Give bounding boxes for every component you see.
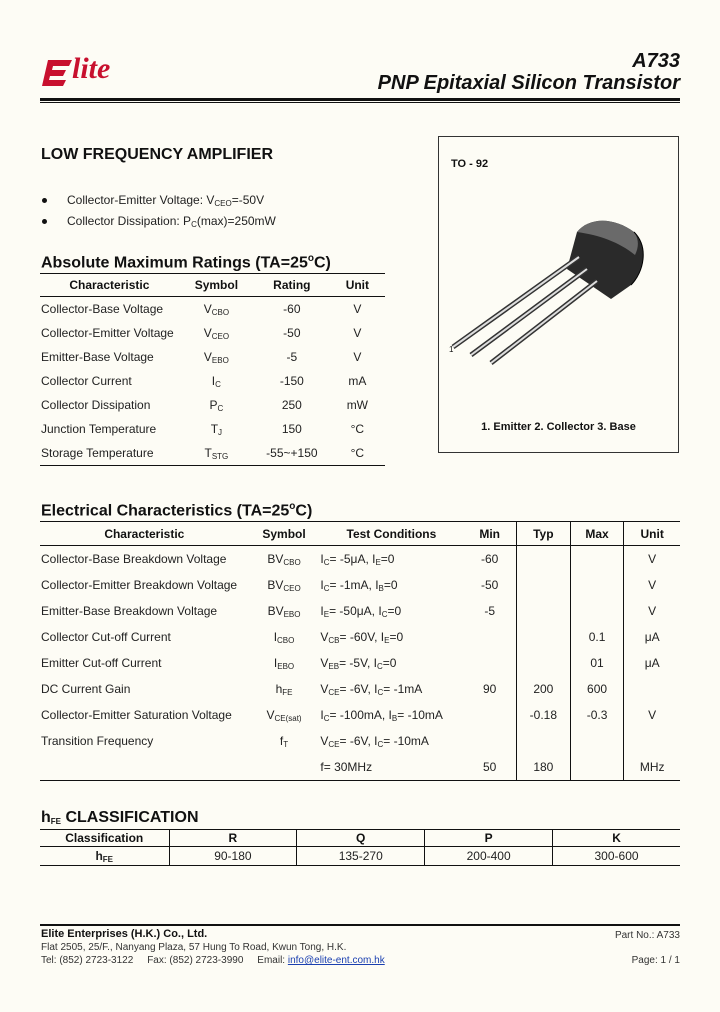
unit-cell: V xyxy=(353,302,362,316)
hfe-table xyxy=(40,829,680,866)
unit-cell: V xyxy=(624,702,680,728)
max-cell xyxy=(570,728,624,754)
column-header: Unit xyxy=(624,522,680,546)
symbol-cell: $V_{CEO}$ xyxy=(203,325,230,341)
footer-page: Page: 1 / 1 xyxy=(631,955,680,966)
electrical-title: Electrical Characteristics $(TA=25^oC)$ xyxy=(41,501,313,520)
electrical-table xyxy=(40,521,680,781)
header-divider-thin xyxy=(40,102,680,103)
column-header: Symbol xyxy=(249,522,320,546)
hfe-title: $h_{FE}$ CLASSIFICATION xyxy=(41,809,199,826)
elite-logo-mark-icon xyxy=(42,56,76,90)
unit-cell: °C xyxy=(350,422,365,436)
characteristic-cell: Storage Temperature xyxy=(40,441,179,466)
table-row xyxy=(40,702,680,728)
absolute-max-table xyxy=(40,273,385,466)
symbol-cell: $V_{EBO}$ xyxy=(203,349,229,365)
hfe-value: 135-270 xyxy=(297,847,425,866)
symbol-cell: $BV_{EBO}$ xyxy=(267,603,301,619)
unit-cell: mW xyxy=(346,398,369,412)
symbol-cell: $I_C$ xyxy=(211,373,221,389)
column-header: Unit xyxy=(330,274,385,297)
pin-marker: 1 xyxy=(449,345,454,354)
footer-company: Elite Enterprises (H.K.) Co., Ltd. xyxy=(41,928,208,940)
symbol-cell: $T_{STG}$ xyxy=(179,441,254,466)
characteristic-cell: Emitter-Base Breakdown Voltage xyxy=(41,604,218,618)
unit-cell: °C xyxy=(330,441,385,466)
footer-divider xyxy=(40,924,680,926)
condition-cell: $V_{EB}= -5V$, $I_C=0$ xyxy=(320,655,397,671)
condition-cell: $I_C= -5\mu A$, $I_E=0$ xyxy=(320,551,395,567)
column-header: R xyxy=(169,830,297,847)
package-diagram xyxy=(438,136,679,453)
table-row xyxy=(40,345,385,369)
condition-cell: f= 30MHz xyxy=(319,754,463,781)
max-cell: 600 xyxy=(570,676,624,702)
table-row xyxy=(40,321,385,345)
min-cell xyxy=(463,702,516,728)
footer-contact xyxy=(41,955,385,966)
unit-cell xyxy=(624,676,680,702)
characteristic-cell: Transition Frequency xyxy=(41,734,154,748)
table-row xyxy=(40,546,680,573)
characteristic-cell: Collector-Emitter Breakdown Voltage xyxy=(41,578,238,592)
column-header: Max xyxy=(570,522,624,546)
column-header: Symbol xyxy=(179,274,254,297)
table-row xyxy=(40,572,680,598)
symbol-cell: $I_{CBO}$ xyxy=(273,629,295,645)
characteristic-cell: Collector-Base Voltage xyxy=(41,302,164,316)
footer-email-label: Email: xyxy=(257,955,286,966)
table-row xyxy=(40,676,680,702)
characteristic-cell: Collector-Emitter Voltage xyxy=(41,326,174,340)
package-label: TO - 92 xyxy=(451,158,489,170)
condition-cell: $I_C= -1mA$, $I_B=0$ xyxy=(320,577,398,593)
unit-cell: V xyxy=(624,546,680,573)
unit-cell: MHz xyxy=(624,754,680,781)
table-row xyxy=(40,297,385,322)
email-link[interactable]: info@elite-ent.com.hk xyxy=(287,955,385,966)
typ-cell: 200 xyxy=(516,676,570,702)
footer-tel: Tel: (852) 2723-3122 xyxy=(41,955,134,966)
characteristic-cell: Collector-Emitter Saturation Voltage xyxy=(41,708,232,722)
symbol-cell: $h_{FE}$ xyxy=(275,681,293,697)
symbol-cell: $P_C$ xyxy=(209,397,224,413)
column-header: Characteristic xyxy=(40,274,179,297)
column-header: P xyxy=(425,830,553,847)
table-row xyxy=(40,369,385,393)
min-cell: 50 xyxy=(463,754,516,781)
condition-cell: $I_E= -50\mu A$, $I_C=0$ xyxy=(320,603,402,619)
symbol-cell xyxy=(249,754,320,781)
min-cell: -60 xyxy=(481,552,499,566)
header-divider xyxy=(40,98,680,101)
characteristic-cell: DC Current Gain xyxy=(41,682,131,696)
column-header: Classification xyxy=(40,830,169,847)
max-cell xyxy=(570,546,624,573)
rating-cell: 150 xyxy=(281,422,302,436)
typ-cell: -0.18 xyxy=(516,702,570,728)
device-description: PNP Epitaxial Silicon Transistor xyxy=(377,72,680,94)
column-header: Typ xyxy=(516,522,570,546)
symbol-cell: $f_T$ xyxy=(279,733,289,749)
symbol-cell: $BV_{CBO}$ xyxy=(267,551,301,567)
min-cell xyxy=(463,650,516,676)
column-header: Rating xyxy=(254,274,330,297)
unit-cell: V xyxy=(624,598,680,624)
rating-cell: -5 xyxy=(286,350,298,364)
symbol-cell: $I_{EBO}$ xyxy=(273,655,295,671)
rating-cell: -150 xyxy=(279,374,304,388)
to92-package-icon xyxy=(439,197,680,397)
brand-logo xyxy=(42,50,152,94)
condition-cell: $I_C= -100mA$, $I_B= -10mA$ xyxy=(320,707,443,723)
footer-part-no: Part No.: A733 xyxy=(614,930,680,941)
table-header-row xyxy=(40,830,680,847)
rating-cell: -55~+150 xyxy=(254,441,330,466)
max-cell: -0.3 xyxy=(570,702,624,728)
symbol-cell: $T_J$ xyxy=(210,421,223,437)
column-header: K xyxy=(553,830,680,847)
features-list xyxy=(42,190,276,232)
column-header: Q xyxy=(297,830,425,847)
typ-cell xyxy=(516,572,570,598)
part-number: A733 xyxy=(632,50,680,72)
rating-cell: 250 xyxy=(281,398,302,412)
hfe-value: 300-600 xyxy=(553,847,680,866)
symbol-cell: $V_{CBO}$ xyxy=(203,301,230,317)
typ-cell xyxy=(516,546,570,573)
feature-item: Collector-Emitter Voltage: $V_{CEO}=-50V$ xyxy=(42,190,276,211)
condition-cell: $V_{CB}= -60V$, $I_E=0$ xyxy=(320,629,404,645)
condition-cell: $V_{CE}= -6V$, $I_C= -10mA$ xyxy=(320,733,429,749)
unit-cell xyxy=(624,728,680,754)
min-cell: 90 xyxy=(482,682,497,696)
hfe-row-label: $h_{FE}$ xyxy=(40,847,169,866)
max-cell xyxy=(570,572,624,598)
condition-cell: $V_{CE}= -6V$, $I_C= -1mA$ xyxy=(320,681,423,697)
table-row xyxy=(40,624,680,650)
characteristic-cell: Collector Current xyxy=(41,374,132,388)
unit-cell: V xyxy=(353,326,362,340)
unit-cell: mA xyxy=(348,374,367,388)
characteristic-cell: Emitter-Base Voltage xyxy=(41,350,154,364)
logo-text: lite xyxy=(72,52,111,85)
table-row xyxy=(40,393,385,417)
characteristic-cell: Junction Temperature xyxy=(41,422,157,436)
max-cell: 01 xyxy=(570,650,624,676)
column-header: Characteristic xyxy=(40,522,249,546)
feature-item: Collector Dissipation: $P_C(\max)=250mW$ xyxy=(42,211,276,232)
typ-cell: 180 xyxy=(516,754,570,781)
min-cell: -5 xyxy=(484,604,495,618)
rating-cell: -60 xyxy=(283,302,301,316)
max-cell xyxy=(570,598,624,624)
table-row xyxy=(40,728,680,754)
unit-cell: V xyxy=(624,572,680,598)
typ-cell xyxy=(516,728,570,754)
max-cell: 0.1 xyxy=(570,624,624,650)
characteristic-cell: Collector Dissipation xyxy=(41,398,151,412)
characteristic-cell xyxy=(40,754,249,781)
table-row xyxy=(40,598,680,624)
typ-cell xyxy=(516,598,570,624)
table-row xyxy=(40,650,680,676)
package-pin-legend: 1. Emitter 2. Collector 3. Base xyxy=(481,421,636,433)
table-header-row xyxy=(40,522,680,546)
min-cell: -50 xyxy=(481,578,499,592)
min-cell xyxy=(463,728,516,754)
typ-cell xyxy=(516,624,570,650)
unit-cell: μA xyxy=(624,624,680,650)
absolute-max-title: Absolute Maximum Ratings $(TA=25^oC)$ xyxy=(41,253,331,272)
table-row xyxy=(40,417,385,441)
min-cell xyxy=(463,624,516,650)
table-row xyxy=(40,754,680,781)
hfe-value: 90-180 xyxy=(169,847,297,866)
characteristic-cell: Collector Cut-off Current xyxy=(41,630,171,644)
characteristic-cell: Emitter Cut-off Current xyxy=(41,656,162,670)
symbol-cell: $BV_{CEO}$ xyxy=(267,577,301,593)
hfe-value: 200-400 xyxy=(425,847,553,866)
table-header-row xyxy=(40,274,385,297)
table-row xyxy=(40,847,680,866)
application-title: LOW FREQUENCY AMPLIFIER xyxy=(41,146,273,163)
column-header: Min xyxy=(463,522,516,546)
symbol-cell: $V_{CE(sat)}$ xyxy=(266,707,302,723)
footer-fax: Fax: (852) 2723-3990 xyxy=(147,955,244,966)
footer-address: Flat 2505, 25/F., Nanyang Plaza, 57 Hung To Road, Kwun Tong, H.K. xyxy=(41,942,347,953)
table-row xyxy=(40,441,385,466)
max-cell xyxy=(570,754,624,781)
rating-cell: -50 xyxy=(283,326,301,340)
unit-cell: μA xyxy=(624,650,680,676)
characteristic-cell: Collector-Base Breakdown Voltage xyxy=(41,552,227,566)
unit-cell: V xyxy=(353,350,362,364)
typ-cell xyxy=(516,650,570,676)
column-header: Test Conditions xyxy=(319,522,463,546)
